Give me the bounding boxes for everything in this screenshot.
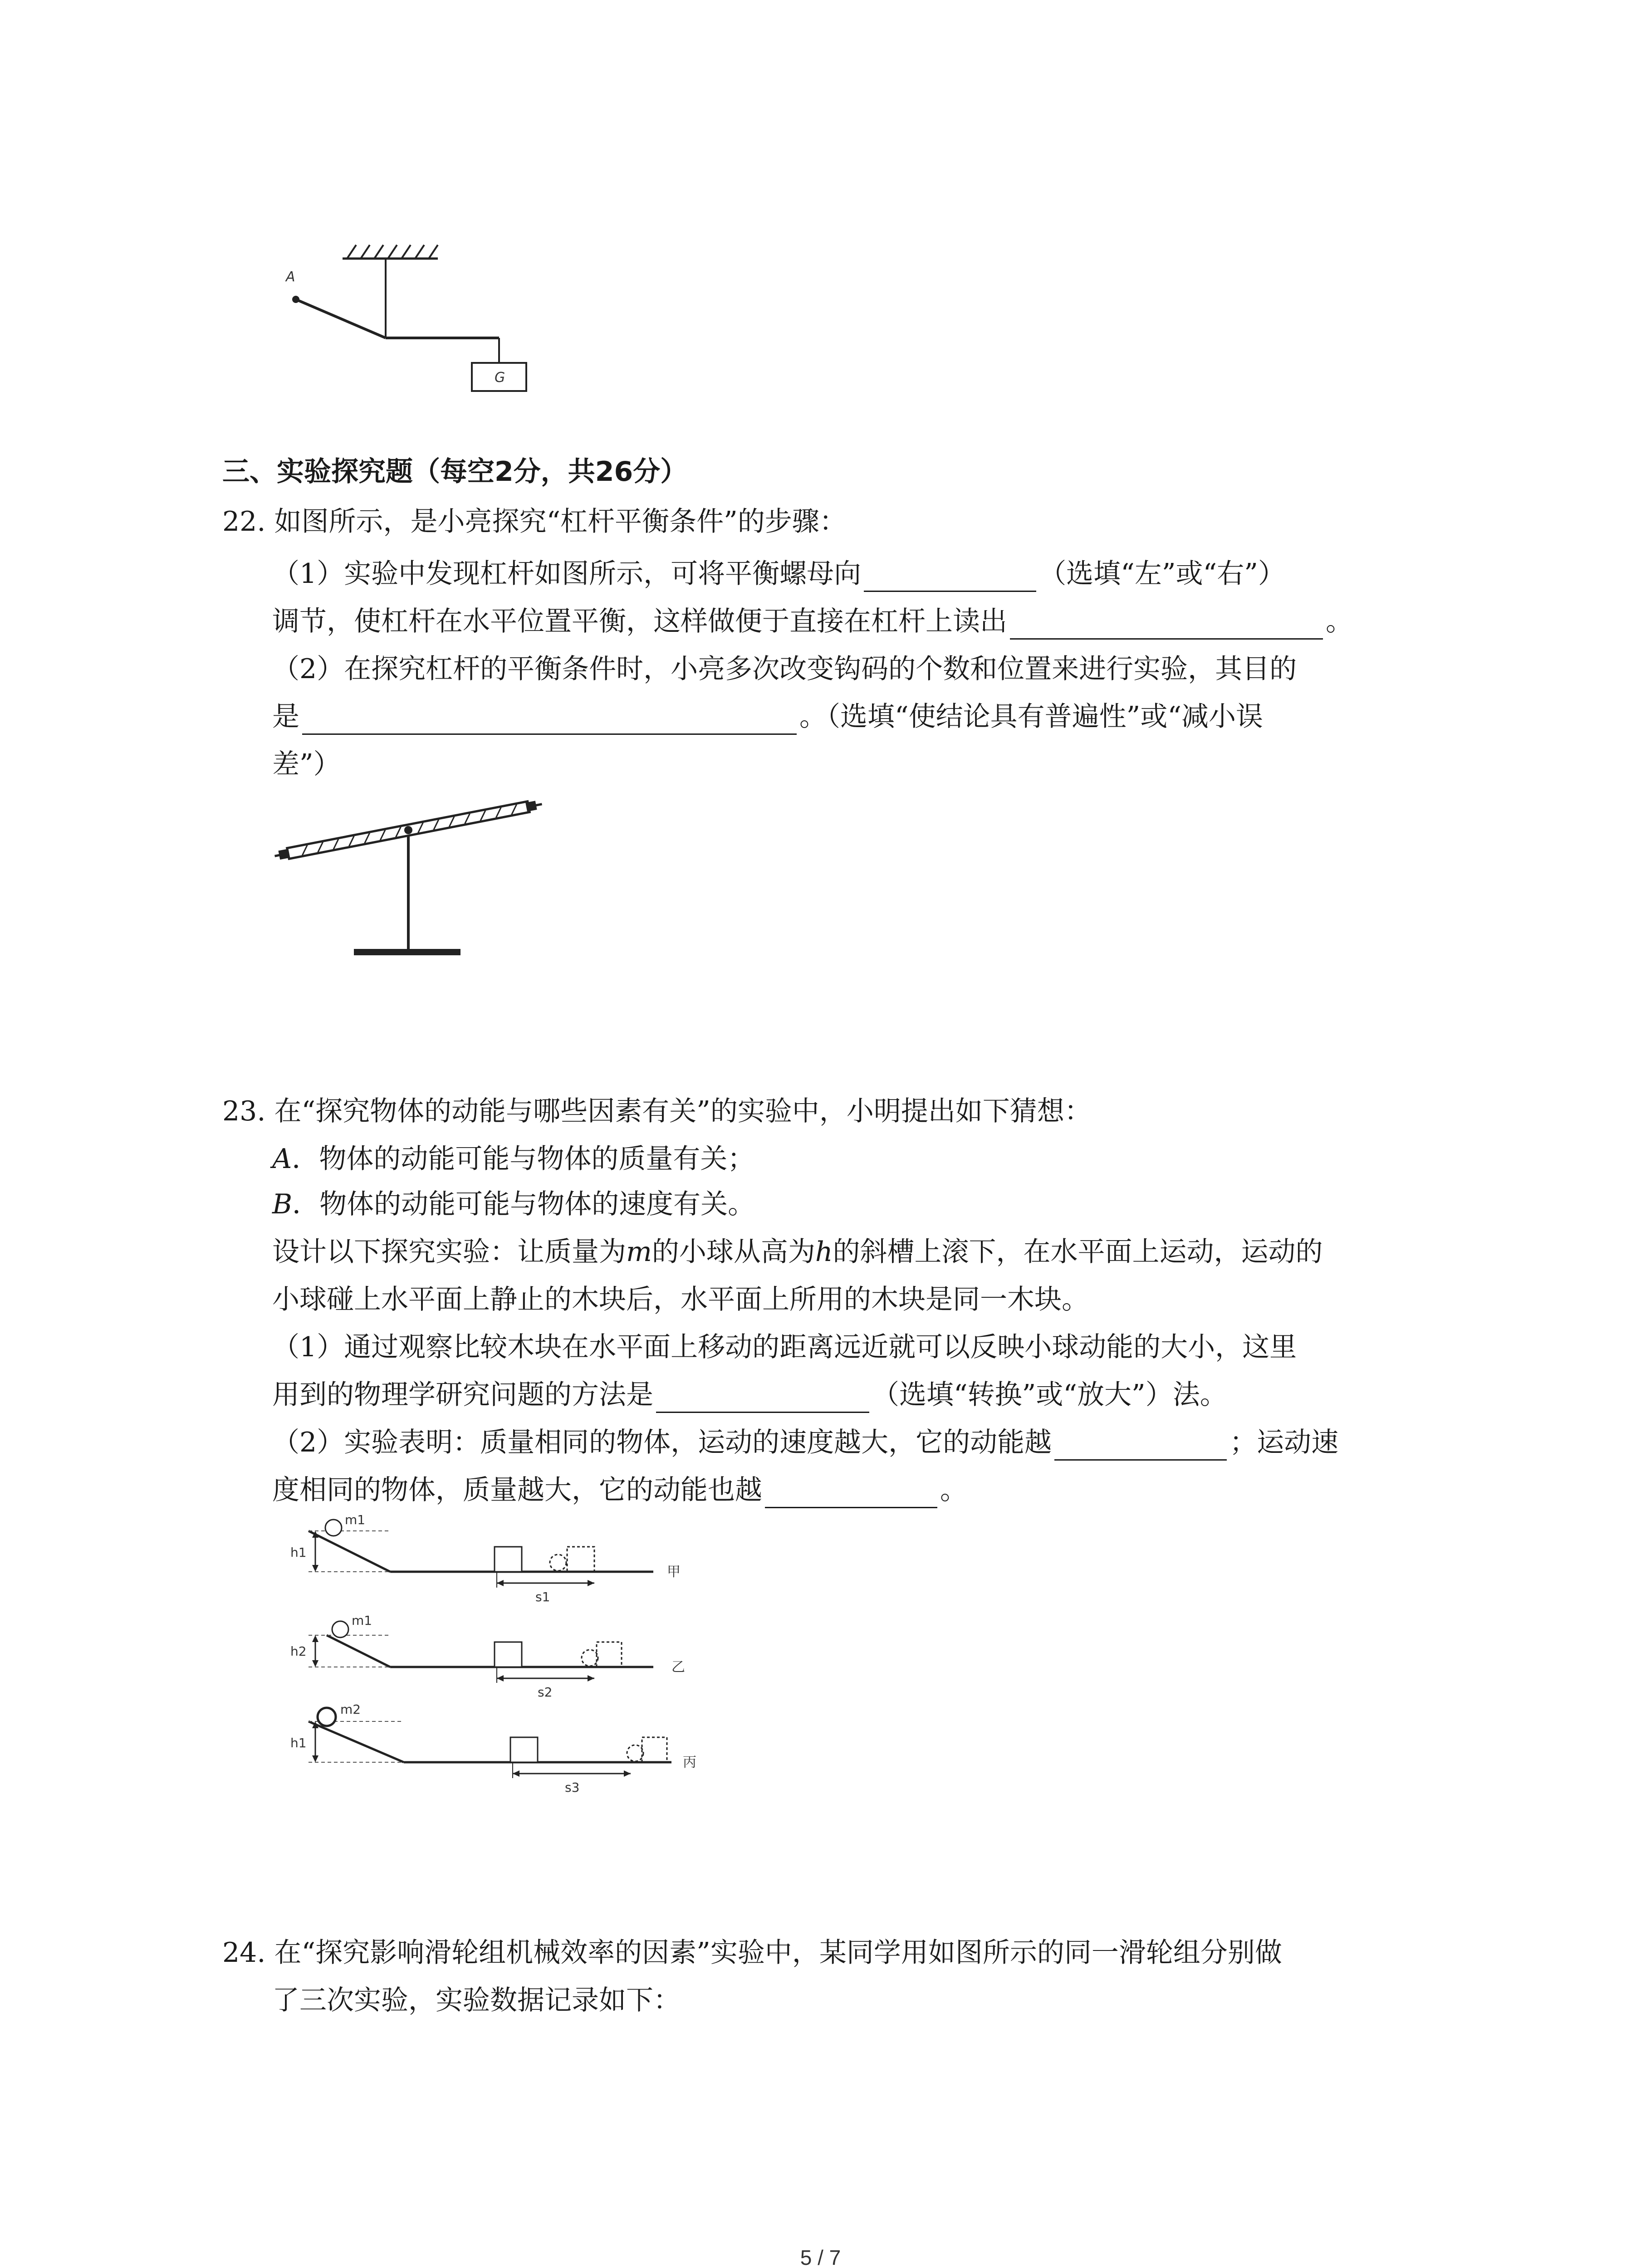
- lever-figure-q21: [272, 236, 544, 399]
- q22-blank-2[interactable]: [1010, 610, 1323, 640]
- row1-dist-label: s1: [535, 1589, 550, 1604]
- page-number: 5 / 7: [800, 2246, 841, 2268]
- q24-stem-a: 24. 在“探究影响滑轮组机械效率的因素”实验中，某同学用如图所示的同一滑轮组分别做: [222, 1937, 1282, 1969]
- q22-p2-text-c: 。（选填“使结论具有普遍性”或“减小误: [799, 701, 1264, 733]
- row1-name: 甲: [667, 1564, 681, 1580]
- q22-part2-line2: [272, 699, 1263, 735]
- row2-height-label: h2: [290, 1644, 307, 1659]
- lever-stand-figure-q22: [272, 789, 572, 962]
- q23-p2-text-b: ；运动速: [1230, 1427, 1339, 1458]
- q23-option-a: [272, 1141, 754, 1177]
- row3-name: 丙: [683, 1755, 696, 1770]
- q23-option-a-text: ．物体的动能可能与物体的质量有关；: [292, 1143, 755, 1175]
- ramp-experiment-figure-q23: [281, 1515, 717, 1805]
- q23-part2-line1: [272, 1424, 1338, 1461]
- q22-p2-text-b: 是: [272, 701, 299, 733]
- q23-option-b-text: ．物体的动能可能与物体的速度有关。: [292, 1188, 755, 1220]
- q23-part1-line2: [272, 1377, 1227, 1413]
- q23-design-d: 小球碰上水平面上静止的木块后，水平面上所用的木块是同一木块。: [272, 1284, 1089, 1315]
- q22-p1-text-c: 调节，使杠杆在水平位置平衡，这样做便于直接在杠杆上读出: [272, 606, 1007, 637]
- label-g: G: [495, 370, 505, 386]
- q22-blank-1[interactable]: [864, 562, 1036, 592]
- q23-option-a-label: A: [272, 1143, 292, 1175]
- q23-part2-line2: [272, 1472, 967, 1508]
- q23-design-a: 设计以下探究实验：让质量为: [272, 1236, 626, 1268]
- q22-stem: 22. 如图所示，是小亮探究“杠杆平衡条件”的步骤：: [222, 506, 847, 538]
- q23-design-c: 的斜槽上滚下，在水平面上运动，运动的: [833, 1236, 1323, 1268]
- q22-p1-text-d: 。: [1326, 606, 1353, 637]
- q23-option-b-label: B: [272, 1188, 293, 1220]
- q22-p1-text-a: （1）实验中发现杠杆如图所示，可将平衡螺母向: [272, 558, 862, 590]
- row2-dist-label: s2: [538, 1685, 553, 1700]
- experiment-row-yi: [290, 1613, 685, 1700]
- q23-blank-3[interactable]: [765, 1479, 937, 1508]
- q23-p1-text-a: （1）通过观察比较木块在水平面上移动的距离远近就可以反映小球动能的大小，这里: [272, 1331, 1297, 1363]
- q23-blank-2[interactable]: [1054, 1431, 1227, 1461]
- q23-design-b: 的小球从高为: [652, 1236, 815, 1268]
- q23-stem: 23. 在“探究物体的动能与哪些因素有关”的实验中，小明提出如下猜想：: [222, 1095, 1092, 1127]
- row2-name: 乙: [671, 1659, 685, 1675]
- row3-height-label: h1: [290, 1735, 307, 1750]
- q22-p2-text-a: （2）在探究杠杆的平衡条件时，小亮多次改变钩码的个数和位置来进行实验，其目的: [272, 653, 1297, 685]
- row3-mass-label: m2: [340, 1702, 361, 1717]
- row1-mass-label: m1: [345, 1515, 366, 1527]
- q22-blank-3[interactable]: [302, 705, 797, 735]
- q23-blank-1[interactable]: [656, 1383, 869, 1413]
- row1-height-label: h1: [290, 1545, 307, 1560]
- q22-part1-line2: [272, 603, 1353, 640]
- q23-design-h: h: [815, 1236, 833, 1268]
- q23-design-line1: [272, 1234, 1323, 1270]
- q23-p2-text-c: 度相同的物体，质量越大，它的动能也越: [272, 1474, 762, 1506]
- q23-p1-text-b: 用到的物理学研究问题的方法是: [272, 1379, 653, 1411]
- q24-stem-b: 了三次实验，实验数据记录如下：: [272, 1984, 681, 2016]
- q22-p2-text-d: 差”）: [272, 748, 341, 780]
- q22-part1-line1: [272, 556, 1285, 592]
- row3-dist-label: s3: [565, 1780, 580, 1795]
- label-a: A: [286, 269, 295, 285]
- q23-p2-text-a: （2）实验表明：质量相同的物体，运动的速度越大，它的动能越: [272, 1427, 1052, 1458]
- q23-p1-text-c: （选填“转换”或“放大”）法。: [872, 1379, 1227, 1411]
- experiment-row-bing: [290, 1702, 696, 1795]
- q23-design-m: m: [626, 1236, 652, 1268]
- q23-option-b: [272, 1186, 755, 1222]
- experiment-row-jia: [290, 1515, 681, 1604]
- q23-p2-text-d: 。: [940, 1474, 967, 1506]
- section-title: 三、实验探究题（每空2分，共26分）: [222, 456, 688, 488]
- row2-mass-label: m1: [352, 1613, 372, 1628]
- q22-p1-text-b: （选填“左”或“右”）: [1039, 558, 1285, 590]
